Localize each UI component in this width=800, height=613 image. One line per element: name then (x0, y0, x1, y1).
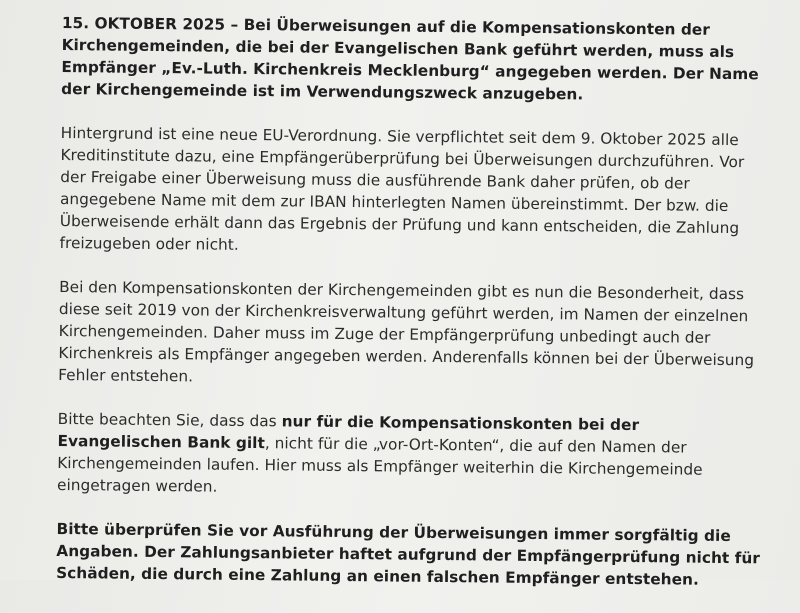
publication-date: 15. OKTOBER 2025 (61, 13, 226, 34)
background-paragraph: Hintergrund ist eine neue EU-Verordnung. Sie verpflichtet seit dem 9. Oktober 2025 alle Kreditinstitute dazu, eine Empfängerüberprüfung bei Überweisungen durchzuführen. Vor der Freigabe einer Überweisung muss die ausführende Bank daher prüfen, ob der angegebene Name mit dem zur IBAN hinterlegten Namen übereinstimmt. Der bzw. die Überweisende erhält dann das Ergebnis der Prüfung und kann entscheiden, die Zahlung freizugeben oder nicht. (59, 123, 745, 254)
article-body (56, 12, 770, 613)
notice-emphasis: nur für die Kompensationskonten bei der Evangelischen Bank gilt (57, 412, 640, 453)
lead-text: – Bei Überweisungen auf die Kompensationskonten der Kirchengemeinden, die bei der Evangelischen Bank geführt werden, muss als Empfänger „Ev.-Luth. Kirchenkreis Mecklenburg“ angegeben werden. Der Name der Kirchengemeinde ist im Verwendungszweck anzugeben. (61, 15, 759, 104)
lead-paragraph (61, 12, 770, 107)
notice-text-before: Bitte beachten Sie, dass das (57, 409, 282, 431)
special-case-paragraph: Bei den Kompensationskonten der Kirchengemeinden gibt es nun die Besonderheit, dass diese seit 2019 von der Kirchenkreisverwaltung geführt werden, im Namen der einzelnen Kirchengemeinden. Daher muss im Zuge der Empfängerprüfung unbedingt auch der Kirchenkreis als Empfänger angegeben werden. Anderenfalls können bei der Überweisung Fehler entstehen. (58, 277, 755, 386)
notice-paragraph (57, 408, 766, 503)
notice-text-after: , nicht für die „vor-Ort-Konten“, die auf den Namen der Kirchengemeinden laufen. Hier muss als Empfänger weiterhin die Kirchengemeinde eingetragen werden. (56, 434, 703, 496)
closing-paragraph: Bitte überprüfen Sie vor Ausführung der Überweisungen immer sorgfältig die Angaben. Der Zahlungsanbieter haftet aufgrund der Empfängerprüfung nicht für Schäden, die durch eine Zahlung an einen falschen Empfänger entstehen. (56, 519, 761, 589)
